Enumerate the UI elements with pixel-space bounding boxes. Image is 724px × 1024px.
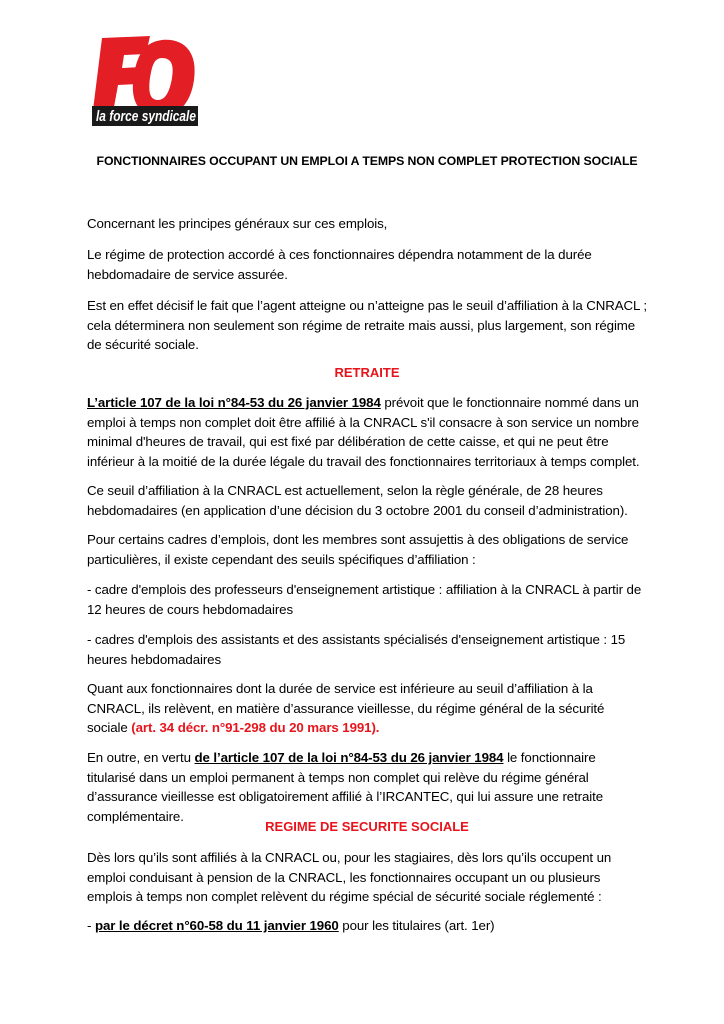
law-reference-2: de l’article 107 de la loi n°84-53 du 26 janvier 1984 <box>194 750 504 765</box>
retraite-paragraph-6-text: Quant aux fonctionnaires dont la durée de service est inférieure au seuil d’affiliation à la CNRACL, ils relèvent, en matière d’assurance vieillesse, du régime général de la sécurité sociale <box>87 681 605 736</box>
logo-tagline: la force syndicale <box>96 108 196 125</box>
retraite-paragraph-7-pre: En outre, en vertu <box>87 750 195 765</box>
retraite-paragraph-2: Ce seuil d’affiliation à la CNRACL est actuellement, selon la règle générale, de 28 heures hebdomadaires (en application d’une décision du 3 octobre 2001 du conseil d’administration). <box>87 483 628 518</box>
retraite-paragraph-1 <box>87 393 647 471</box>
retraite-paragraph-7 <box>87 748 647 826</box>
retraite-list-item-1: - cadre d'emplois des professeurs d'enseignement artistique : affiliation à la CNRACL à partir de 12 heures de cours hebdomadaires <box>87 582 642 617</box>
fo-letters <box>92 36 195 118</box>
section-heading-securite-sociale: REGIME DE SECURITE SOCIALE <box>265 819 469 834</box>
retraite-list-item-2: - cadres d'emplois des assistants et des assistants spécialisés d'enseignement artistique : 15 heures hebdomadaires <box>87 632 626 667</box>
decree-reference-2: par le décret n°60-58 du 11 janvier 1960 <box>94 918 339 933</box>
section-heading-retraite: RETRAITE <box>334 365 400 380</box>
securite-list-item-1 <box>87 916 647 936</box>
decree-reference: (art. 34 décr. n°91-298 du 20 mars 1991). <box>131 720 380 736</box>
law-reference-link: L’article 107 de la loi n°84-53 du 26 janvier 1984 <box>87 395 381 410</box>
securite-list-item-1-text: pour les titulaires (art. 1er) <box>338 918 495 933</box>
retraite-paragraph-6 <box>87 679 647 738</box>
securite-list-item-1-dash: - <box>87 918 95 933</box>
intro-paragraph-2: Le régime de protection accordé à ces fonctionnaires dépendra notamment de la durée hebdomadaire de service assurée. <box>87 247 592 282</box>
document-title: FONCTIONNAIRES OCCUPANT UN EMPLOI A TEMPS NON COMPLET PROTECTION SOCIALE <box>96 154 638 168</box>
securite-paragraph-1: Dès lors qu’ils sont affiliés à la CNRACL ou, pour les stagiaires, dès lors qu’ils occupent un emploi conduisant à pension de la CNRACL, les fonctionnaires occupant un ou plusieurs emplois à temps non complet relèvent du régime spécial de sécurité sociale réglementé : <box>87 850 612 905</box>
intro-paragraph-3: Est en effet décisif le fait que l’agent atteigne ou n’atteigne pas le seuil d’affiliation à la CNRACL ; cela déterminera non seulement son régime de retraite mais aussi, plus largement, son régime de sécurité sociale. <box>87 298 647 353</box>
fo-logo <box>80 32 200 132</box>
intro-paragraph-1: Concernant les principes généraux sur ces emplois, <box>87 216 388 231</box>
retraite-paragraph-1-text: prévoit que le fonctionnaire nommé dans un emploi à temps non complet doit être affilié à la CNRACL s'il consacre à son service un nombre minimal d'heures de travail, qui est fixé par délibération de cette caisse, et qui ne peut être inférieur à la moitié de la durée légale du travail des fonctionnaires territoriaux à temps complet. <box>87 395 640 469</box>
retraite-paragraph-7-post: le fonctionnaire titularisé dans un emploi permanent à temps non complet qui relève du régime général d’assurance vieillesse est obligatoirement affilié à l’IRCANTEC, qui lui assure une retraite complémentaire. <box>87 750 604 824</box>
fo-logo-graphic <box>80 32 200 132</box>
retraite-paragraph-3: Pour certains cadres d’emplois, dont les membres sont assujettis à des obligations de service particulières, il existe cependant des seuils spécifiques d’affiliation : <box>87 532 629 567</box>
